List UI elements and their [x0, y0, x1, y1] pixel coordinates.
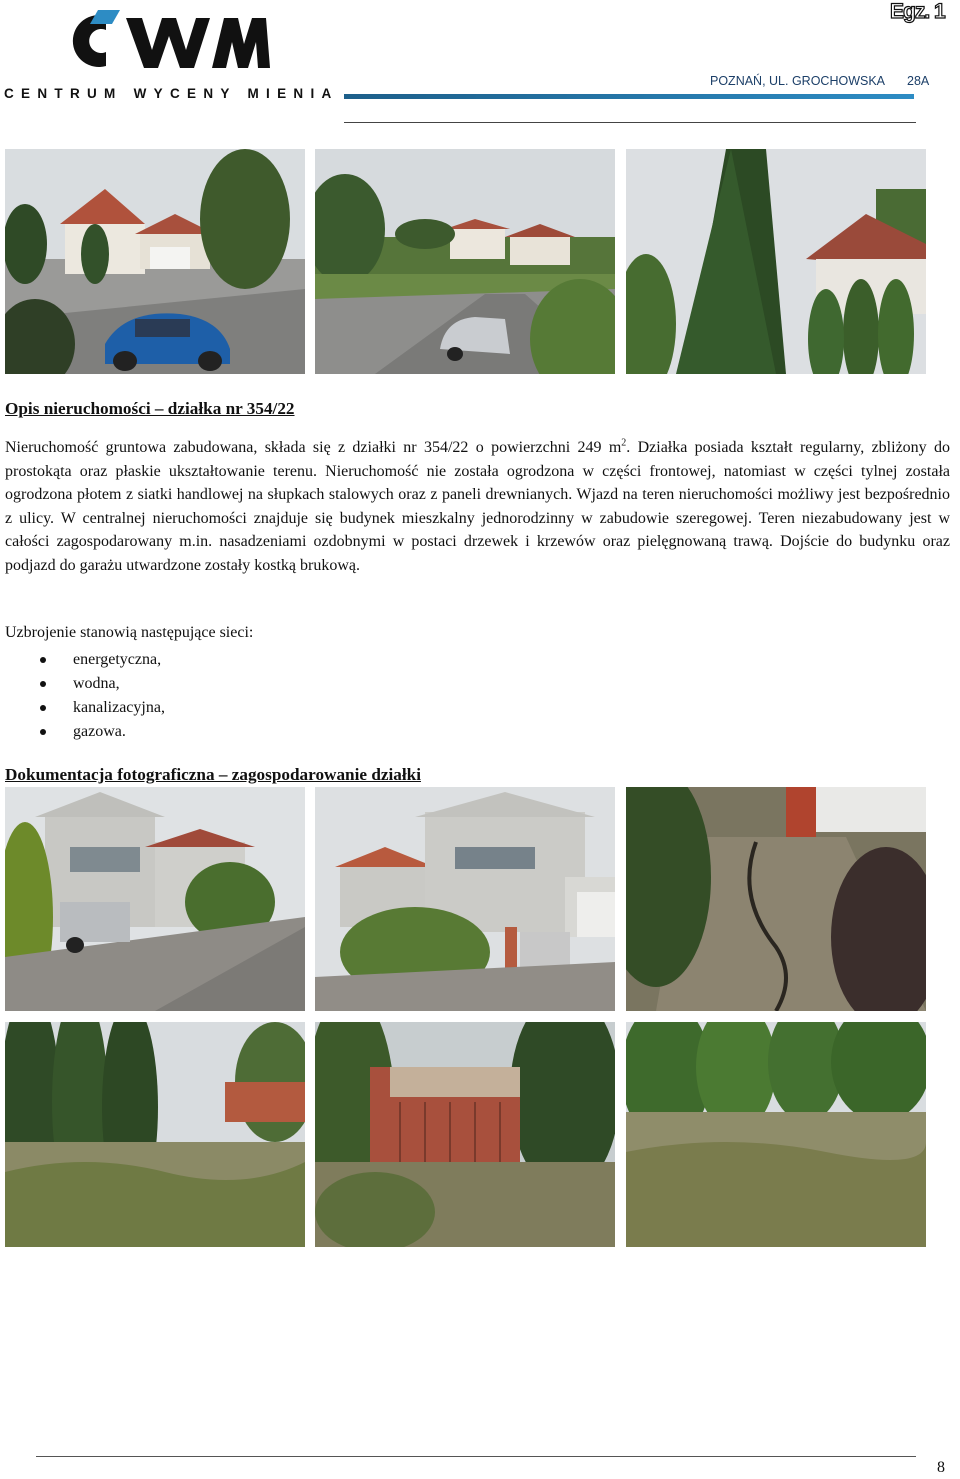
footer-divider — [36, 1456, 916, 1457]
photo-house-front — [5, 787, 305, 1011]
bullet-icon — [40, 657, 46, 663]
utility-label: wodna, — [73, 675, 120, 692]
bullet-icon — [40, 681, 46, 687]
utility-label: gazowa. — [73, 723, 126, 740]
photo-garden-path — [626, 787, 926, 1011]
copy-mark: Egz. 1 — [890, 0, 945, 23]
utilities-list — [0, 648, 165, 744]
photo-street-view-left — [5, 149, 305, 374]
photo-street-view-center — [315, 149, 615, 374]
photo-backyard-left — [5, 1022, 305, 1247]
cwm-logo-mark-icon — [72, 8, 272, 74]
page-number: 8 — [937, 1459, 945, 1476]
description-heading: Opis nieruchomości – działka nr 354/22 — [5, 399, 295, 418]
logo-text: CENTRUM WYCENY MIENIA — [4, 86, 339, 101]
utilities-intro: Uzbrojenie stanowią następujące sieci: — [5, 624, 254, 641]
photo-garden-rear-top — [626, 149, 926, 374]
photo-documentation-heading: Dokumentacja fotograficzna – zagospodarowanie działki — [5, 765, 421, 784]
photo-backyard-fence — [315, 1022, 615, 1247]
company-logo — [0, 0, 350, 110]
bullet-icon — [40, 705, 46, 711]
header-divider — [344, 122, 916, 123]
description-text-part1: Nieruchomość gruntowa zabudowana, składa się z działki nr 354/22 o powierzchni 249 m — [5, 439, 622, 456]
list-item — [0, 696, 165, 720]
list-item — [0, 672, 165, 696]
utility-label: kanalizacyjna, — [73, 699, 165, 716]
photo-house-garage — [315, 787, 615, 1011]
list-item — [0, 648, 165, 672]
photo-backyard-lawn — [626, 1022, 926, 1247]
address-street: POZNAŃ, UL. GROCHOWSKA — [710, 74, 886, 88]
address-number: 28A — [907, 74, 930, 88]
description-text-part2: . Działka posiada kształt regularny, zbliżony do prostokąta oraz płaskie ukształtowanie terenu. Nieruchomość nie została ogrodzona w części frontowej, natomiast w części tylnej została ogrodzona płotem z siatki handlowej na słupkach stalowych oraz z paneli drewnianych. Wjazd na teren nieruchomości możliwy jest bezpośrednio z ulicy. W centralnej nieruchomości znajduje się budynek mieszkalny jednorodzinny w zabudowie szeregowej. Teren niezabudowany jest w całości zagospodarowany m.in. nasadzeniami ozdobnymi w postaci drzewek i krzewów oraz pielęgnowaną trawą. Dojście do budynku oraz podjazd do garażu utwardzone zostały kostką brukową. — [5, 439, 951, 574]
bullet-icon — [40, 729, 46, 735]
property-address — [710, 74, 929, 88]
property-description — [5, 436, 950, 577]
header-accent-bar — [344, 94, 914, 99]
area-unit-superscript: 2 — [621, 437, 627, 449]
utility-label: energetyczna, — [73, 651, 162, 668]
list-item — [0, 720, 165, 744]
